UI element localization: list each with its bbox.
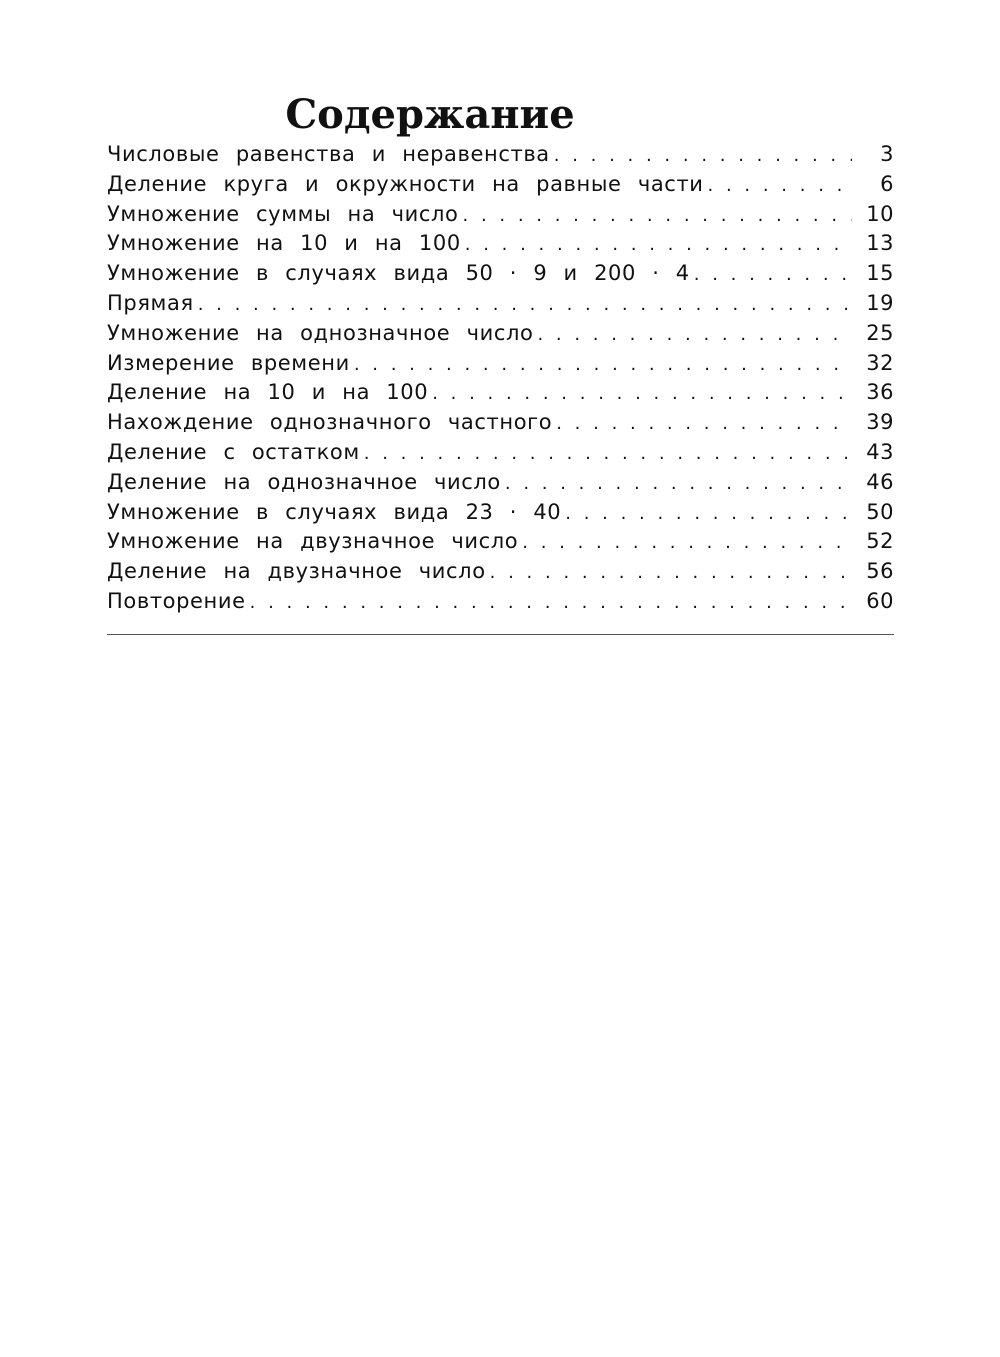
toc-entry-page: 3 <box>880 142 894 166</box>
toc-entry <box>107 438 894 468</box>
toc-entry-title: Деление с остатком <box>107 439 360 464</box>
toc-entry-title: Умножение на двузначное число <box>107 529 519 554</box>
dot-leader <box>556 409 852 438</box>
toc-entry-title: Умножение в случаях вида 23 · 40 <box>107 499 562 524</box>
toc-entry-page: 60 <box>866 588 894 613</box>
toc-entry-title: Деление на однозначное число <box>107 469 501 494</box>
dot-leader <box>505 469 852 498</box>
toc-entry-page: 25 <box>866 320 894 345</box>
toc-entry-title: Повторение <box>107 588 246 613</box>
toc-entry <box>107 200 894 230</box>
dot-leader <box>708 171 852 200</box>
toc-entry-page: 43 <box>866 439 894 464</box>
toc-entry-title: Нахождение однозначного частного <box>107 410 553 435</box>
toc-entry-page: 13 <box>866 231 894 256</box>
dot-leader <box>463 201 853 230</box>
toc-entry <box>107 140 894 170</box>
dot-leader <box>432 379 852 408</box>
toc-entry-title: Прямая <box>107 290 194 315</box>
toc-entry <box>107 587 894 617</box>
toc-entry <box>107 378 894 408</box>
dot-leader <box>198 290 852 319</box>
bottom-divider <box>107 634 894 635</box>
toc-entry <box>107 170 894 200</box>
toc-entry-page: 19 <box>866 290 894 315</box>
toc-entry-title: Деление на 10 и на 100 <box>107 380 429 405</box>
toc-entry-title: Умножение на 10 и на 100 <box>107 231 461 256</box>
toc-entry-page: 32 <box>866 350 894 375</box>
toc-entry-title: Умножение в случаях вида 50 · 9 и 200 · 4 <box>107 261 690 286</box>
toc-entry-page: 56 <box>866 559 894 584</box>
toc-entry-title: Числовые равенства и неравенства <box>107 142 550 166</box>
toc-entry-page: 39 <box>866 410 894 435</box>
dot-leader <box>490 558 852 587</box>
table-of-contents <box>107 140 894 617</box>
toc-entry-page: 10 <box>866 201 894 226</box>
toc-entry-title: Умножение на однозначное число <box>107 320 534 345</box>
dot-leader <box>537 320 852 349</box>
toc-entry <box>107 408 894 438</box>
toc-entry <box>107 229 894 259</box>
toc-entry <box>107 468 894 498</box>
dot-leader <box>465 230 852 259</box>
toc-entry-page: 36 <box>866 380 894 405</box>
dot-leader <box>565 499 852 528</box>
toc-entry-page: 6 <box>880 171 894 196</box>
toc-entry-title: Измерение времени <box>107 350 350 375</box>
toc-entry <box>107 498 894 528</box>
toc-entry-page: 15 <box>866 261 894 286</box>
page-title: Содержание <box>285 90 575 138</box>
toc-entry <box>107 319 894 349</box>
dot-leader <box>354 350 852 379</box>
dot-leader <box>522 528 852 557</box>
toc-entry-title: Деление на двузначное число <box>107 559 486 584</box>
toc-entry <box>107 259 894 289</box>
toc-entry-title: Деление круга и окружности на равные части <box>107 171 704 196</box>
toc-entry <box>107 527 894 557</box>
toc-entry-page: 46 <box>866 469 894 494</box>
toc-entry <box>107 289 894 319</box>
toc-entry-page: 50 <box>866 499 894 524</box>
dot-leader <box>694 260 852 289</box>
dot-leader <box>364 439 852 468</box>
toc-entry <box>107 557 894 587</box>
dot-leader <box>250 588 852 617</box>
toc-entry-title: Умножение суммы на число <box>107 201 459 226</box>
dot-leader <box>554 141 852 170</box>
toc-entry-page: 52 <box>866 529 894 554</box>
toc-entry <box>107 349 894 379</box>
